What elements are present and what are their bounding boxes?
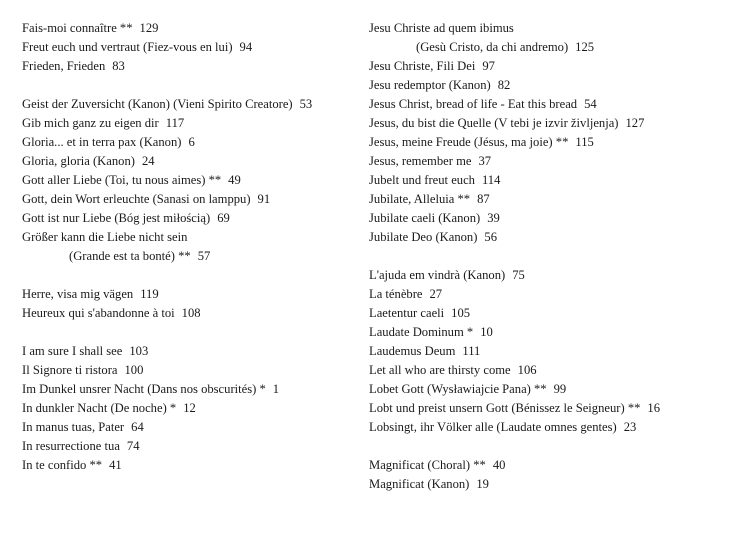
entry-title: Jesus Christ, bread of life - Eat this bread: [369, 97, 578, 111]
entry-title: Jesus, meine Freude (Jésus, ma joie) **: [369, 135, 569, 149]
entry-title: Il Signore ti ristora: [22, 363, 118, 377]
entry-page-number: 83: [112, 59, 125, 73]
entry-title: Jubilate Deo (Kanon): [369, 230, 478, 244]
entry-page-number: 56: [484, 230, 498, 244]
entry-page-number: 125: [575, 40, 595, 54]
index-entry: [369, 76, 744, 95]
entry-page-number: 87: [477, 192, 490, 206]
entry-page-number: 100: [124, 363, 144, 377]
entry-title: Lobt und preist unsern Gott (Bénissez le Seigneur) **: [369, 401, 641, 415]
entry-page-number: 24: [141, 154, 155, 168]
index-entry: [22, 38, 352, 57]
entry-page-number: 115: [575, 135, 594, 149]
index-entry: [369, 114, 744, 133]
entry-page-number: 54: [584, 97, 597, 111]
index-entry: [369, 190, 744, 209]
index-entry: [22, 304, 352, 323]
entry-title: Magnificat (Kanon): [369, 477, 470, 491]
entry-page-number: 103: [129, 344, 149, 358]
index-entry: [22, 247, 352, 266]
index-entry: [22, 190, 352, 209]
index-entry: [369, 418, 744, 437]
entry-page-number: 117: [165, 116, 185, 130]
entry-page-number: 12: [183, 401, 196, 415]
entry-page-number: 6: [188, 135, 195, 149]
entry-title: Heureux qui s'abandonne à toi: [22, 306, 175, 320]
entry-title: Geist der Zuversicht (Kanon) (Vieni Spirito Creatore): [22, 97, 293, 111]
index-entry: [22, 171, 352, 190]
index-entry: [22, 114, 352, 133]
index-entry: [369, 323, 744, 342]
entry-page-number: 39: [487, 211, 500, 225]
entry-title: Laudemus Deum: [369, 344, 456, 358]
index-entry: [22, 228, 352, 247]
entry-page-number: 40: [492, 458, 506, 472]
index-entry: [22, 342, 352, 361]
entry-page-number: 37: [478, 154, 492, 168]
entry-title: Jubilate, Alleluia **: [369, 192, 471, 206]
index-column-right: [369, 19, 744, 494]
entry-title: Laudate Dominum *: [369, 325, 474, 339]
entry-title: Größer kann die Liebe nicht sein: [22, 230, 188, 244]
entry-title: Jesu Christe, Fili Dei: [369, 59, 476, 73]
entry-page-number: 41: [109, 458, 122, 472]
entry-page-number: 64: [131, 420, 144, 434]
entry-title: In te confido **: [22, 458, 103, 472]
index-entry: [22, 152, 352, 171]
entry-page-number: 82: [497, 78, 511, 92]
index-entry: [22, 19, 352, 38]
entry-title: Magnificat (Choral) **: [369, 458, 486, 472]
entry-page-number: 127: [625, 116, 645, 130]
group-spacer: [369, 437, 744, 456]
index-entry: [369, 475, 744, 494]
index-entry: [369, 152, 744, 171]
entry-title: Frieden, Frieden: [22, 59, 106, 73]
entry-title: I am sure I shall see: [22, 344, 123, 358]
index-entry: [369, 38, 744, 57]
index-entry: [369, 456, 744, 475]
index-entry: [22, 361, 352, 380]
entry-title: Jesus, remember me: [369, 154, 472, 168]
entry-page-number: 94: [239, 40, 253, 54]
entry-page-number: 19: [476, 477, 489, 491]
entry-title: Gott aller Liebe (Toi, tu nous aimes) **: [22, 173, 222, 187]
entry-page-number: 10: [480, 325, 493, 339]
entry-page-number: 106: [517, 363, 537, 377]
index-entry: [369, 171, 744, 190]
entry-title: Lobsingt, ihr Völker alle (Laudate omnes gentes): [369, 420, 617, 434]
index-entry: [369, 95, 744, 114]
index-entry: [369, 266, 744, 285]
entry-title: Im Dunkel unsrer Nacht (Dans nos obscurités) *: [22, 382, 266, 396]
entry-page-number: 119: [140, 287, 159, 301]
entry-title: Laetentur caeli: [369, 306, 445, 320]
entry-page-number: 108: [181, 306, 201, 320]
group-spacer: [22, 76, 352, 95]
entry-page-number: 91: [257, 192, 271, 206]
entry-page-number: 57: [197, 249, 211, 263]
entry-title: Fais-moi connaître **: [22, 21, 133, 35]
entry-title: Freut euch und vertraut (Fiez-vous en lui): [22, 40, 233, 54]
entry-title: Lobet Gott (Wysławiajcie Pana) **: [369, 382, 547, 396]
entry-title: Jesu Christe ad quem ibimus: [369, 21, 514, 35]
index-entry: [22, 285, 352, 304]
index-entry: [369, 19, 744, 38]
entry-page-number: 114: [481, 173, 501, 187]
index-entry: [369, 380, 744, 399]
index-column-left: [22, 19, 352, 475]
index-entry: [22, 456, 352, 475]
entry-page-number: 75: [512, 268, 525, 282]
entry-page-number: 74: [126, 439, 140, 453]
entry-page-number: 27: [429, 287, 443, 301]
entry-page-number: 49: [228, 173, 241, 187]
index-entry: [369, 342, 744, 361]
entry-title: Gib mich ganz zu eigen dir: [22, 116, 159, 130]
index-entry: [369, 285, 744, 304]
entry-title: In manus tuas, Pater: [22, 420, 125, 434]
index-entry: [22, 418, 352, 437]
index-entry: [22, 380, 352, 399]
index-entry: [22, 95, 352, 114]
entry-page-number: 99: [553, 382, 567, 396]
entry-title: La ténèbre: [369, 287, 423, 301]
index-entry: [22, 399, 352, 418]
group-spacer: [369, 247, 744, 266]
index-entry: [22, 437, 352, 456]
entry-page-number: 1: [272, 382, 280, 396]
entry-title: (Gesù Cristo, da chi andremo): [416, 40, 569, 54]
entry-page-number: 129: [139, 21, 159, 35]
entry-title: Gott ist nur Liebe (Bóg jest miłością): [22, 211, 211, 225]
entry-title: Gloria, gloria (Kanon): [22, 154, 135, 168]
index-entry: [369, 361, 744, 380]
entry-title: (Grande est ta bonté) **: [69, 249, 191, 263]
index-entry: [22, 133, 352, 152]
entry-title: Jubelt und freut euch: [369, 173, 475, 187]
index-entry: [369, 57, 744, 76]
entry-page-number: 16: [647, 401, 661, 415]
entry-title: Jesus, du bist die Quelle (V tebi je izvir življenja): [369, 116, 619, 130]
group-spacer: [22, 323, 352, 342]
entry-page-number: 97: [482, 59, 495, 73]
entry-title: Gloria... et in terra pax (Kanon): [22, 135, 182, 149]
entry-title: Jesu redemptor (Kanon): [369, 78, 491, 92]
entry-page-number: 111: [462, 344, 481, 358]
index-entry: [369, 209, 744, 228]
entry-title: Herre, visa mig vägen: [22, 287, 134, 301]
entry-page-number: 53: [299, 97, 313, 111]
index-entry: [369, 228, 744, 247]
group-spacer: [22, 266, 352, 285]
entry-title: Jubilate caeli (Kanon): [369, 211, 481, 225]
index-entry: [22, 57, 352, 76]
index-entry: [22, 209, 352, 228]
entry-title: In dunkler Nacht (De noche) *: [22, 401, 177, 415]
entry-title: Let all who are thirsty come: [369, 363, 511, 377]
entry-page-number: 105: [451, 306, 471, 320]
entry-title: Gott, dein Wort erleuchte (Sanasi on lamppu): [22, 192, 251, 206]
entry-page-number: 23: [623, 420, 637, 434]
index-entry: [369, 399, 744, 418]
index-entry: [369, 133, 744, 152]
entry-title: L'ajuda em vindrà (Kanon): [369, 268, 506, 282]
index-entry: [369, 304, 744, 323]
entry-page-number: 69: [217, 211, 230, 225]
entry-title: In resurrectione tua: [22, 439, 120, 453]
